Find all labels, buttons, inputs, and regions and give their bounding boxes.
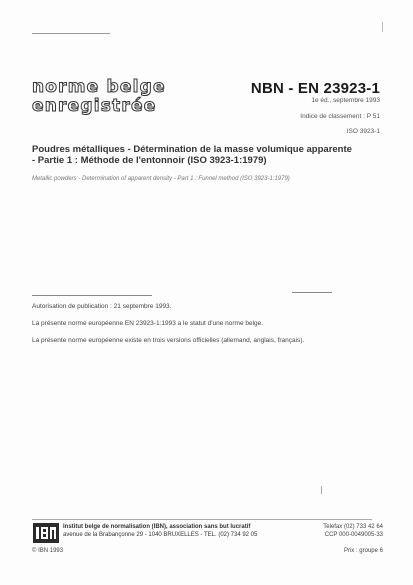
edition-date: 1e éd., septembre 1993 [311,97,380,104]
divider-right [292,292,332,293]
footer-ccp: CCP 000-0049005-33 [324,532,383,538]
iso-reference: ISO 3923-1 [346,128,380,135]
registration-mark-right [382,22,383,32]
footer-institute: Institut belge de normalisation (IBN), association sans but lucratif [63,524,251,530]
footer-rule [32,519,372,520]
publication-authorization: Autorisation de publication : 21 septembre 1993. [32,303,172,310]
registration-mark-bottom [321,486,322,494]
footer-address: avenue de la Brabançonne 29 - 1040 BRUXELLES - TEL. (02) 734 92 05 [63,532,258,538]
brand-line-2: enregistrée [32,96,157,116]
brand-title [32,78,166,116]
classification-index: Indice de classement : P 51 [300,113,380,120]
status-statement: La présente norme européenne EN 23923-1:1993 a le statut d'une norme belge. [32,320,264,327]
versions-statement: La présente norme européenne existe en trois versions officielles (allemand, anglais, français). [32,337,305,344]
brand-line-1: norme belge [32,77,166,97]
document-title-english: Metallic powders - Determination of apparent density - Part 1 : Funnel method (ISO 3923-1:1979) [32,176,290,182]
footer-telefax: Telefax (02) 733 42 64 [323,524,383,530]
ibn-logo-icon [33,523,59,543]
standard-number: NBN - EN 23923-1 [250,80,380,97]
title-french-line-1: Poudres métalliques - Détermination de la masse volumique apparente [32,144,352,155]
divider-left [32,295,152,296]
document-title-french [32,144,382,166]
registration-mark-top [32,33,110,34]
price-group: Prix : groupe 6 [343,548,383,554]
title-french-line-2: - Partie 1 : Méthode de l'entonnoir (ISO 3923-1:1979) [32,155,267,166]
copyright: © IBN 1993 [32,548,64,554]
